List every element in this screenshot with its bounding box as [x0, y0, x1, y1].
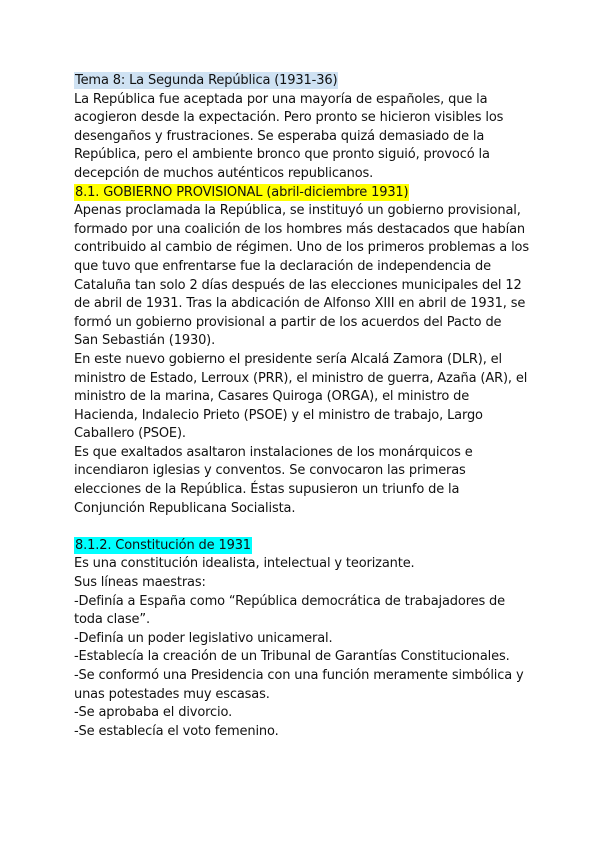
text-line: toda clase”.	[74, 612, 150, 628]
intro-paragraph	[74, 91, 530, 184]
text-line: de abril de 1931. Tras la abdicación de Alfonso XIII en abril de 1931, se	[74, 296, 526, 312]
document-title: Tema 8: La Segunda República (1931-36)	[75, 73, 338, 88]
section-heading-line	[74, 184, 530, 203]
text-line: Es que exaltados asaltaron instalaciones de los monárquicos e	[74, 444, 473, 460]
text-line: ministro de Estado, Lerroux (PRR), el ministro de guerra, Azaña (AR), el	[74, 370, 528, 386]
text-line: Cataluña tan solo 2 días después de las elecciones municipales del 12	[74, 277, 522, 293]
text-line: unas potestades muy escasas.	[74, 686, 270, 702]
text-line: elecciones de la República. Éstas supusieron un triunfo de la	[74, 482, 460, 498]
section-body	[74, 202, 530, 518]
text-line: formó un gobierno provisional a partir de los acuerdos del Pacto de	[74, 314, 502, 330]
text-line: Es una constitución idealista, intelectual y teorizante.	[74, 556, 415, 572]
text-line: San Sebastián (1930).	[74, 333, 216, 349]
text-line: contribuido al cambio de régimen. Uno de los primeros problemas a los	[74, 240, 529, 256]
text-line: República, pero el ambiente bronco que pronto siguió, provocó la	[74, 147, 490, 163]
text-line: Caballero (PSOE).	[74, 426, 186, 442]
paragraph-spacer	[74, 518, 530, 537]
subsection-body	[74, 555, 530, 741]
text-line: formado por una coalición de los hombres más destacados que habían	[74, 221, 526, 237]
text-line: -Establecía la creación de un Tribunal de Garantías Constitucionales.	[74, 649, 510, 665]
text-line: ministro de la marina, Casares Quiroga (ORGA), el ministro de	[74, 389, 470, 405]
text-line: -Definía a España como “República democrática de trabajadores de	[74, 593, 506, 609]
text-line: -Se establecía el voto femenino.	[74, 723, 279, 739]
subsection-heading: 8.1.2. Constitución de 1931	[75, 537, 251, 553]
title-line	[74, 72, 530, 91]
text-line: Sus líneas maestras:	[74, 575, 206, 591]
text-line: desengaños y frustraciones. Se esperaba quizá demasiado de la	[74, 128, 485, 144]
text-line: -Definía un poder legislativo unicameral.	[74, 630, 333, 646]
text-line: Apenas proclamada la República, se instituyó un gobierno provisional,	[74, 203, 521, 219]
text-line: La República fue aceptada por una mayoría de españoles, que la	[74, 91, 488, 107]
text-line: Conjunción Republicana Socialista.	[74, 500, 296, 516]
text-line: incendiaron iglesias y conventos. Se convocaron las primeras	[74, 463, 466, 479]
section-heading: 8.1. GOBIERNO PROVISIONAL (abril-diciembre 1931)	[75, 184, 409, 200]
text-line: acogieron desde la expectación. Pero pronto se hicieron visibles los	[74, 110, 504, 126]
text-line: decepción de muchos auténticos republicanos.	[74, 165, 374, 181]
text-line: -Se aprobaba el divorcio.	[74, 705, 233, 721]
text-line: que tuvo que enfrentarse fue la declaración de independencia de	[74, 258, 491, 274]
text-line: En este nuevo gobierno el presidente sería Alcalá Zamora (DLR), el	[74, 351, 502, 367]
text-line: -Se conformó una Presidencia con una función meramente simbólica y	[74, 668, 524, 683]
text-line: Hacienda, Indalecio Prieto (PSOE) y el ministro de trabajo, Largo	[74, 407, 483, 423]
subsection-heading-line	[74, 537, 530, 556]
